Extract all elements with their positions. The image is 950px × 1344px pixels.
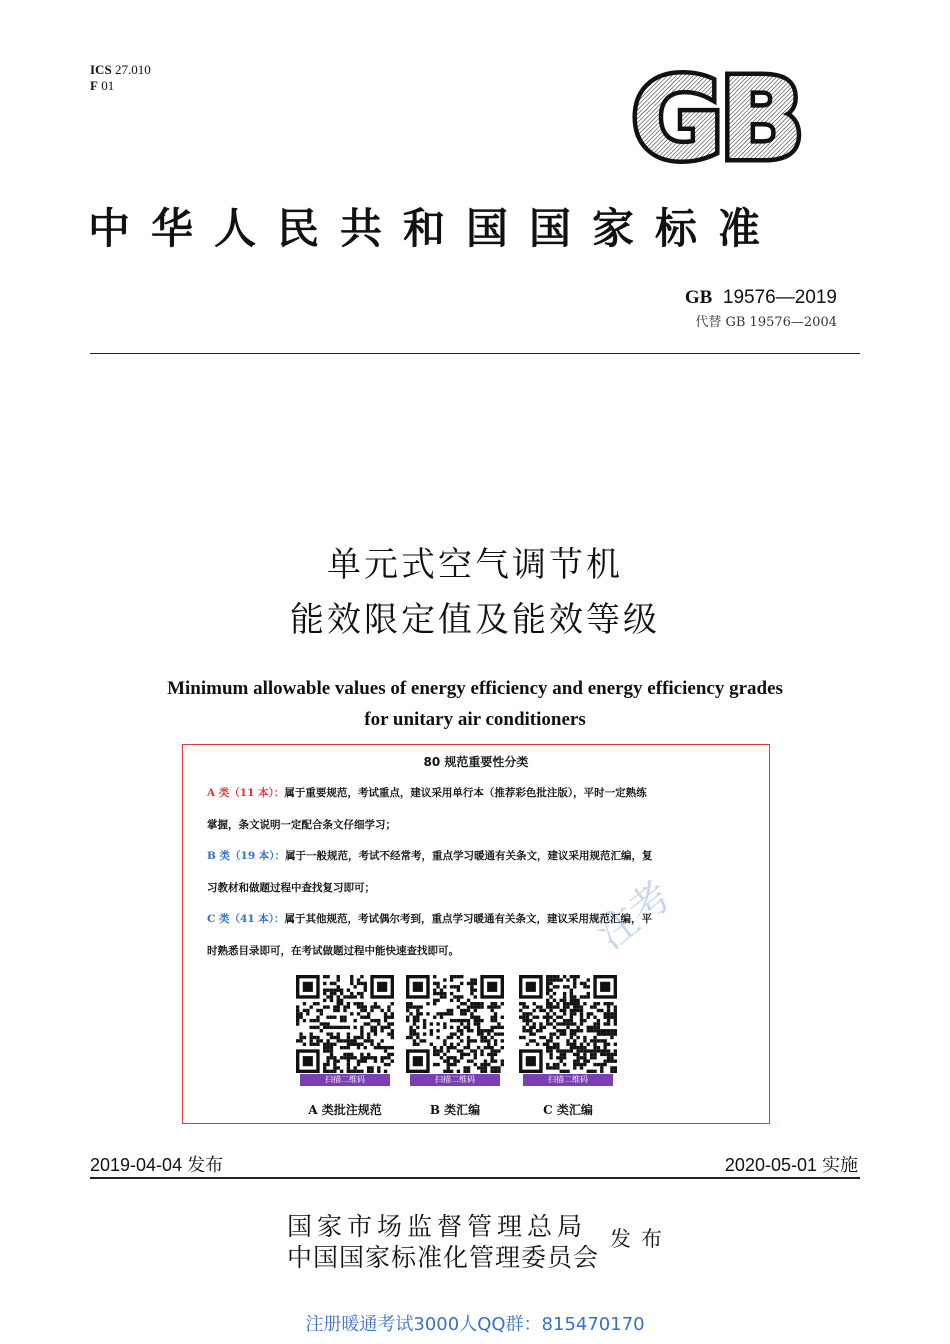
chinese-title-line2: 能效限定值及能效等级 xyxy=(290,600,660,640)
qr-scan-bar: 扫描二维码 xyxy=(300,1074,390,1086)
qr-scan-bar: 扫描二维码 xyxy=(410,1074,500,1086)
issuer-samr: 国家市场监督管理总局 xyxy=(287,1212,588,1241)
class-b-text-cont: 习教材和做题过程中查找复习即可； xyxy=(207,882,375,894)
gb-logo xyxy=(622,70,810,170)
qr-scan-bar: 扫描二维码 xyxy=(523,1074,613,1086)
qr-code-a[interactable] xyxy=(296,975,394,1073)
chinese-title-line1: 单元式空气调节机 xyxy=(327,545,623,585)
standard-category-title: 中华人民共和国国家标准 xyxy=(88,204,782,253)
ics-code: ICS 27.010 F 01 xyxy=(90,62,151,93)
class-a-text: A 类（11 本）：属于重要规范，考试重点，建议采用单行本（推荐彩色批注版），平时一定熟练 xyxy=(207,787,647,799)
issue-date: 2019-04-04 发布 xyxy=(90,1155,224,1175)
class-a-text-cont: 掌握，条文说明一定配合条文仔细学习； xyxy=(207,819,396,831)
class-b-text: B 类（19 本）：属于一般规范，考试不经常考，重点学习暖通有关条文，建议采用规范汇编，复 xyxy=(207,850,653,862)
english-title-line1: Minimum allowable values of energy efficiency and energy efficiency grades xyxy=(167,678,783,699)
implementation-date: 2020-05-01 实施 xyxy=(724,1155,858,1175)
class-c-text-cont: 时熟悉目录即可，在考试做题过程中能快速查找即可。 xyxy=(207,945,459,957)
english-title-line2: for unitary air conditioners xyxy=(364,709,586,730)
qr-caption-c: C 类汇编 xyxy=(543,1103,593,1117)
qr-caption-a: A 类批注规范 xyxy=(308,1103,382,1117)
replaces-standard: 代替 GB 19576—2004 xyxy=(695,315,837,330)
bottom-divider xyxy=(90,1177,860,1179)
qr-code-b[interactable] xyxy=(406,975,504,1073)
watermark: 注考 xyxy=(588,872,680,959)
notice-box xyxy=(182,744,770,1124)
publish-label: 发布 xyxy=(610,1227,672,1251)
issuer-sac: 中国国家标准化管理委员会 xyxy=(287,1243,600,1272)
top-divider xyxy=(90,353,860,354)
qr-caption-b: B 类汇编 xyxy=(429,1103,481,1117)
notice-heading: 80 规范重要性分类 xyxy=(423,755,529,769)
standard-number: GB 19576—2019 xyxy=(684,287,837,308)
gb-logo-text: GB xyxy=(631,70,801,170)
class-c-text: C 类（41 本）：属于其他规范，考试偶尔考到，重点学习暖通有关条文，建议采用规范汇编，平 xyxy=(207,913,653,925)
qr-code-c[interactable] xyxy=(519,975,617,1073)
footer-qq-group[interactable]: 注册暖通考试3000人QQ群：815470170 xyxy=(305,1314,645,1335)
